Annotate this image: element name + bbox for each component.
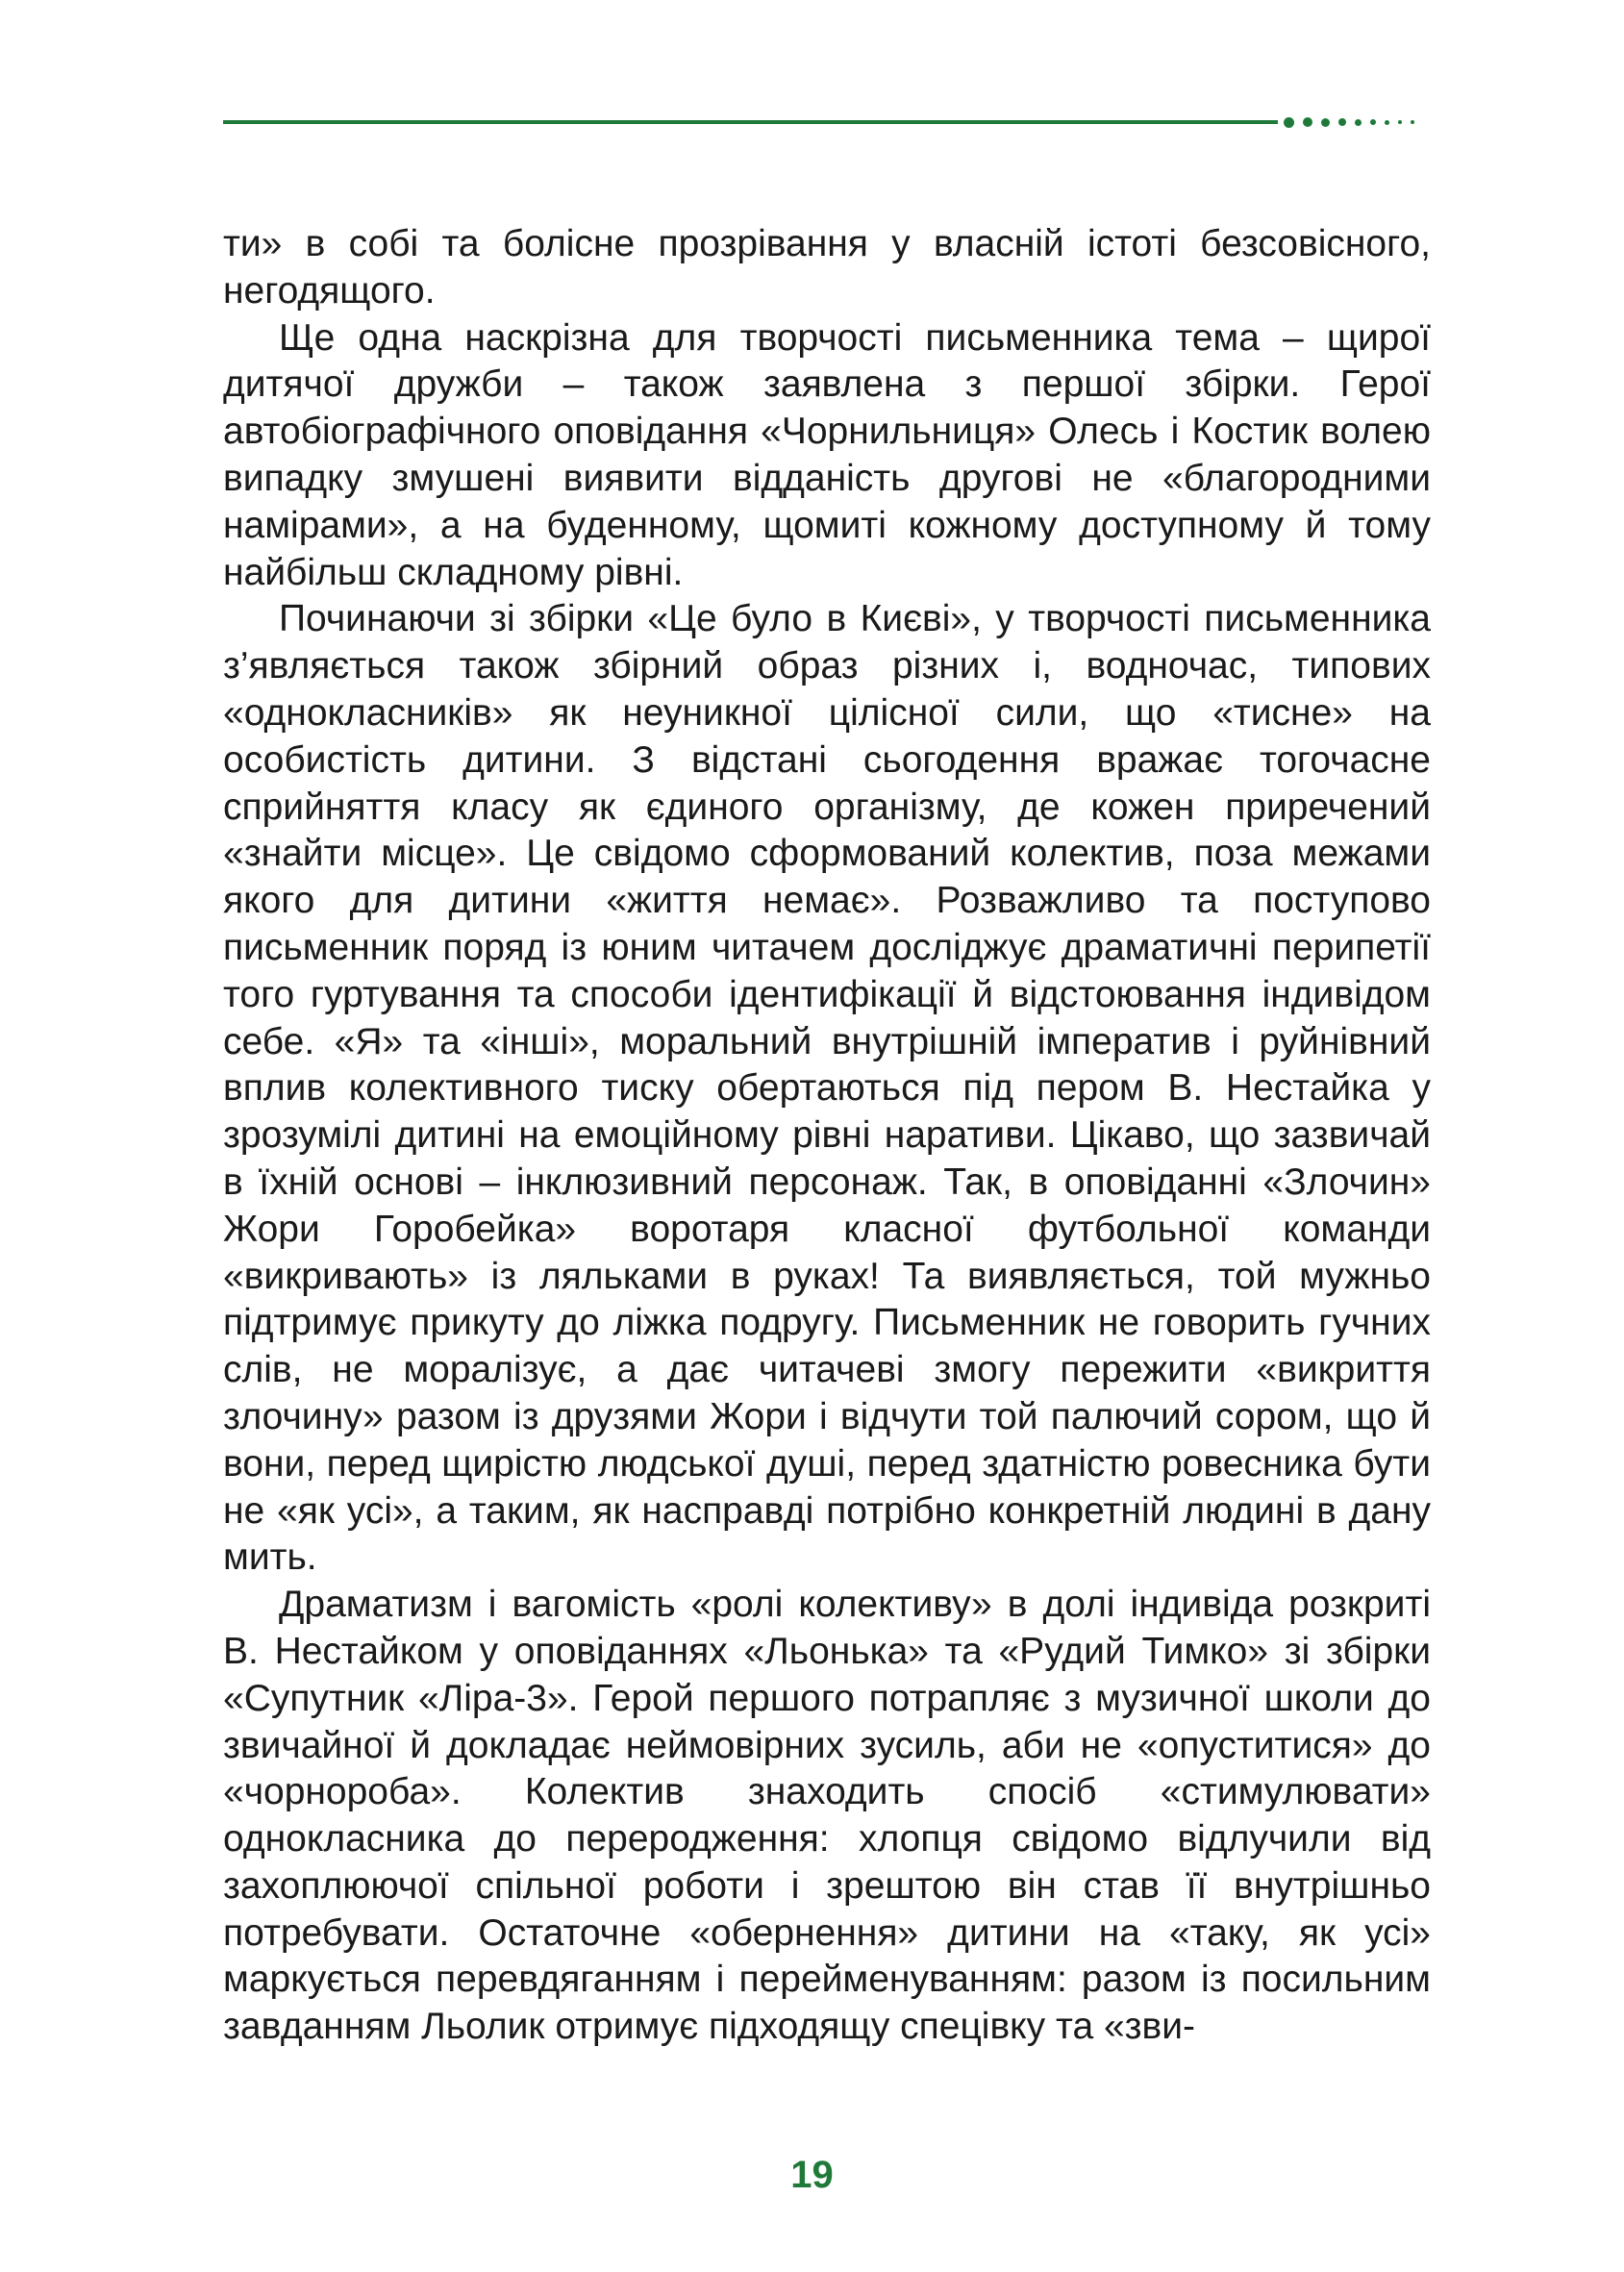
paragraph: Драматизм і вагомість «ролі колективу» в долі індивіда розкриті В. Нестайком у оповіданнях «Льонька» та «Рудий Тимко» зі збірки «Супутник «Ліра-3». Герой першого потрапляє з музичної школи до звичайної й докладає неймовірних зусиль, аби не «опуститися» до «чорнороба». Колектив знаходить спосіб «стимулювати» однокласника до переродження: хлопця свідомо відлучили від захоплюючої спільної роботи і зрештою він став її внутрішньо потребувати. Остаточне «обернення» дитини на «таку, як усі» маркується перевдяганням і перейменуванням: разом із посильним завданням Льолик отримує підходящу спецівку та «зви- [223,1584,1431,2048]
header-dot [1303,117,1312,127]
header-dot [1411,120,1414,124]
header-dot-trail [1284,113,1423,131]
header-dot [1284,117,1294,128]
page-number: 19 [790,2154,834,2196]
body-text [223,221,1431,2051]
header-dot [1370,119,1376,125]
paragraph: Ще одна наскрізна для творчості письменника тема – щирої дитячої дружби – також заявлена з першої збірки. Герої автобіографічного оповідання «Чорнильниця» Олесь і Костик волею випадку змушені виявити відданість другові не «благородними намірами», а на буденному, щомиті кожному доступному й тому найбільш складному рівні. [223,316,1431,593]
header-dot [1398,120,1402,124]
header-dot [1355,119,1362,126]
header-rule [223,120,1278,124]
paragraph-continuation: ти» в собі та болісне прозрівання у власній істоті безсовісного, негодящого. [223,223,1431,312]
header-dot [1385,120,1389,125]
header-dot [1338,118,1346,126]
paragraph: Починаючи зі збірки «Це було в Києві», у творчості письменника з’являється також збірний образ різних і, водночас, типових «однокласників» як неуникної цілісної сили, що «тисне» на особистість дитини. З відстані сьогодення вражає тогочасне сприйняття класу як єдиного організму, де кожен приречений «знайти місце». Це свідомо сформований колектив, поза межами якого для дитини «життя немає». Розважливо та поступово письменник поряд із юним читачем досліджує драматичні перипетії того гуртування та способи ідентифікації й відстоювання індивідом себе. «Я» та «інші», моральний внутрішній імператив і руйнівний вплив колективного тиску обертаються під пером В. Нестайка у зрозумілі дитині на емоційному рівні наративи. Цікаво, що зазвичай в їхній основі – інклюзивний персонаж. Так, в оповіданні «Злочин» Жори Горобейка» воротаря класної футбольної команди «викривають» із ляльками в руках! Та виявляється, той мужньо підтримує прикуту до ліжка подругу. Письменник не говорить гучних слів, не моралізує, а дає читачеві змогу пережити «викриття злочину» разом із друзями Жори і відчути той палючий сором, що й вони, перед щирістю людської душі, перед здатністю ровесника бути не «як усі», а таким, як насправді потрібно конкретній людині в дану мить. [223,598,1431,1579]
header-dot [1321,118,1330,127]
